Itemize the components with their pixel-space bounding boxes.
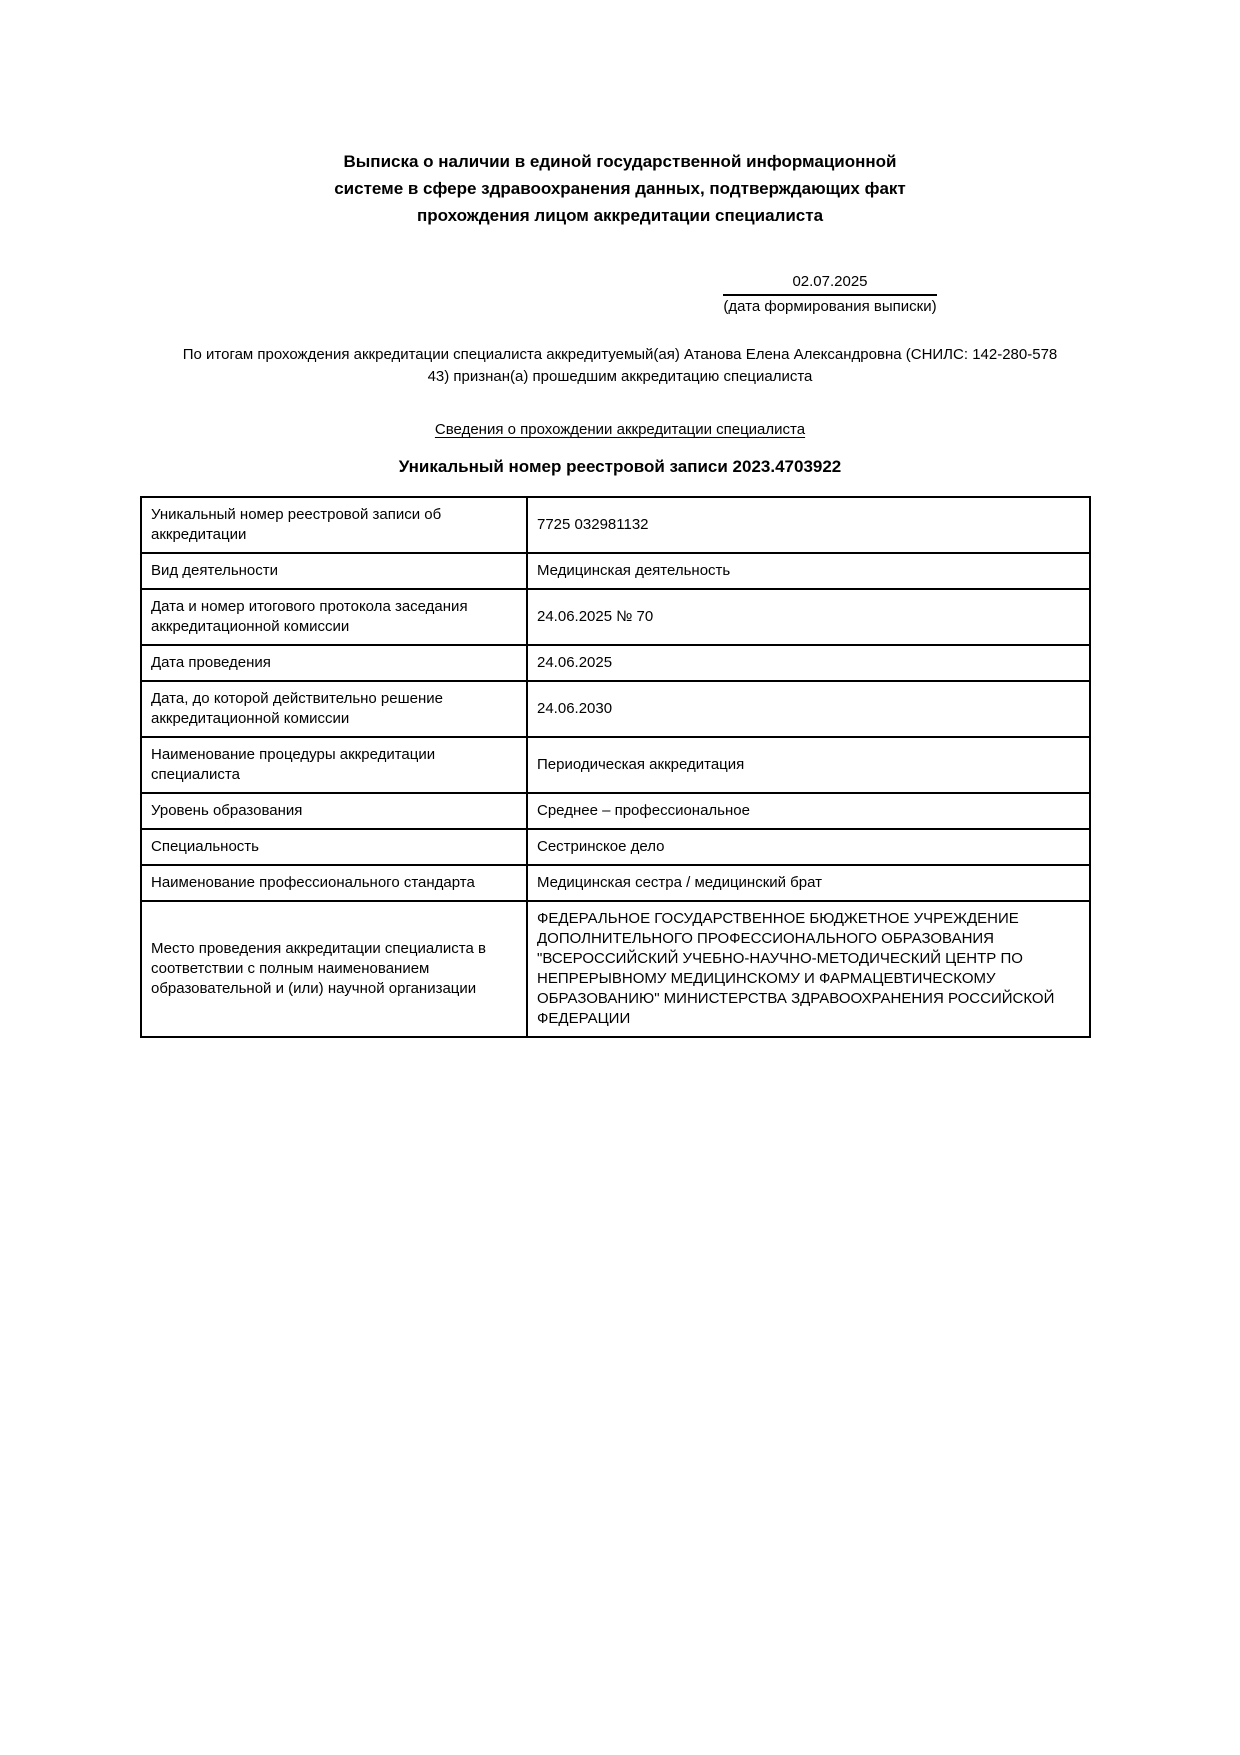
row-label: Место проведения аккредитации специалиста в соответствии с полным наименованием образовательной и (или) научной организации — [141, 901, 527, 1037]
table-row — [141, 829, 1090, 865]
row-value: 24.06.2030 — [527, 681, 1090, 737]
intro-paragraph — [0, 344, 1240, 388]
row-value: Медицинская сестра / медицинский брат — [527, 865, 1090, 901]
table-row — [141, 681, 1090, 737]
table-row — [141, 865, 1090, 901]
generation-date-block — [672, 272, 988, 316]
table-row — [141, 553, 1090, 589]
table-row — [141, 737, 1090, 793]
row-value: 24.06.2025 — [527, 645, 1090, 681]
row-value: Среднее – профессиональное — [527, 793, 1090, 829]
intro-line: По итогам прохождения аккредитации специалиста аккредитуемый(ая) Атанова Елена Александровна (СНИЛС: 142-280-578 — [182, 346, 1058, 363]
table-row — [141, 793, 1090, 829]
row-label: Наименование процедуры аккредитации специалиста — [141, 737, 527, 793]
generation-date-caption: (дата формирования выписки) — [723, 298, 937, 315]
document-title-line: прохождения лицом аккредитации специалиста — [416, 206, 824, 225]
table-row — [141, 497, 1090, 553]
row-value: 7725 032981132 — [527, 497, 1090, 553]
document-title-line: Выписка о наличии в единой государственной информационной — [343, 152, 897, 171]
table-row — [141, 901, 1090, 1037]
row-label: Наименование профессионального стандарта — [141, 865, 527, 901]
row-value: Сестринское дело — [527, 829, 1090, 865]
document-title — [0, 148, 1240, 229]
generation-date: 02.07.2025 — [723, 272, 937, 296]
registry-record-heading: Уникальный номер реестровой записи 2023.4703922 — [398, 457, 842, 476]
section-heading: Сведения о прохождении аккредитации специалиста — [434, 421, 806, 438]
row-label: Уровень образования — [141, 793, 527, 829]
accreditation-table — [140, 496, 1091, 1038]
document-title-line: системе в сфере здравоохранения данных, подтверждающих факт — [334, 179, 906, 198]
row-label: Специальность — [141, 829, 527, 865]
row-value: 24.06.2025 № 70 — [527, 589, 1090, 645]
table-row — [141, 645, 1090, 681]
row-label: Дата, до которой действительно решение аккредитационной комиссии — [141, 681, 527, 737]
row-label: Дата и номер итогового протокола заседания аккредитационной комиссии — [141, 589, 527, 645]
row-label: Дата проведения — [141, 645, 527, 681]
row-label: Уникальный номер реестровой записи об аккредитации — [141, 497, 527, 553]
row-value: Медицинская деятельность — [527, 553, 1090, 589]
row-value: Периодическая аккредитация — [527, 737, 1090, 793]
table-row — [141, 589, 1090, 645]
row-value: ФЕДЕРАЛЬНОЕ ГОСУДАРСТВЕННОЕ БЮДЖЕТНОЕ УЧРЕЖДЕНИЕ ДОПОЛНИТЕЛЬНОГО ПРОФЕССИОНАЛЬНОГО ОБРАЗОВАНИЯ "ВСЕРОССИЙСКИЙ УЧЕБНО-НАУЧНО-МЕТОДИЧЕСКИЙ ЦЕНТР ПО НЕПРЕРЫВНОМУ МЕДИЦИНСКОМУ И ФАРМАЦЕВТИЧЕСКОМУ ОБРАЗОВАНИЮ" МИНИСТЕРСТВА ЗДРАВООХРАНЕНИЯ РОССИЙСКОЙ ФЕДЕРАЦИИ — [527, 901, 1090, 1037]
row-label: Вид деятельности — [141, 553, 527, 589]
intro-line: 43) признан(а) прошедшим аккредитацию специалиста — [427, 368, 813, 385]
